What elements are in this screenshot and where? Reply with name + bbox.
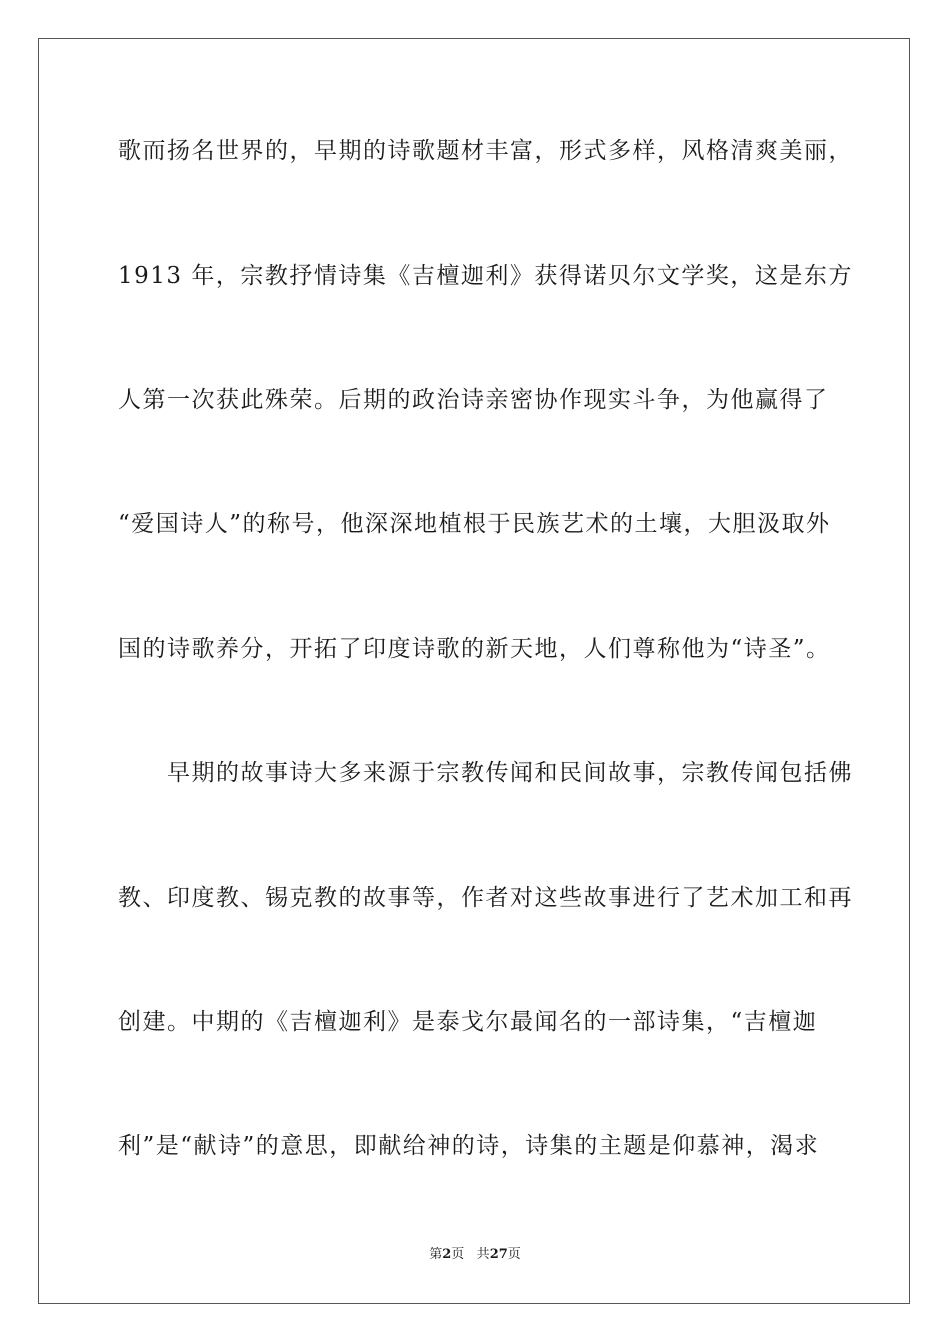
total-pages: 27 [489, 1247, 508, 1262]
page-label-suffix: 页 [451, 1247, 465, 1262]
text-line: 创建。中期的《吉檀迦利》是泰戈尔最闻名的一部诗集，“吉檀迦 [118, 1009, 818, 1035]
page-number: 2 [442, 1247, 452, 1262]
text-line: 早期的故事诗大多来源于宗教传闻和民间故事，宗教传闻包括佛 [118, 760, 853, 786]
page-label-prefix: 第 [429, 1247, 443, 1262]
text-line: 利”是“献诗”的意思，即献给神的诗，诗集的主题是仰慕神，渴求 [118, 1133, 820, 1159]
text-line: 歌而扬名世界的，早期的诗歌题材丰富，形式多样，风格清爽美丽， [118, 138, 853, 164]
text-line: “爱国诗人”的称号，他深深地植根于民族艺术的土壤，大胆汲取外 [118, 511, 831, 537]
text-line: 国的诗歌养分，开拓了印度诗歌的新天地，人们尊称他为“诗圣”。 [118, 636, 831, 662]
page-footer [0, 1246, 950, 1264]
text-line: 人第一次获此殊荣。后期的政治诗亲密协作现实斗争，为他赢得了 [118, 387, 829, 413]
page-border [38, 38, 910, 1304]
total-label-suffix: 页 [507, 1247, 521, 1262]
text-line: 教、印度教、锡克教的故事等，作者对这些故事进行了艺术加工和再 [118, 885, 853, 911]
total-label-prefix: 共 [476, 1247, 490, 1262]
text-line: 1913 年，宗教抒情诗集《吉檀迦利》获得诺贝尔文学奖，这是东方 [118, 263, 853, 289]
